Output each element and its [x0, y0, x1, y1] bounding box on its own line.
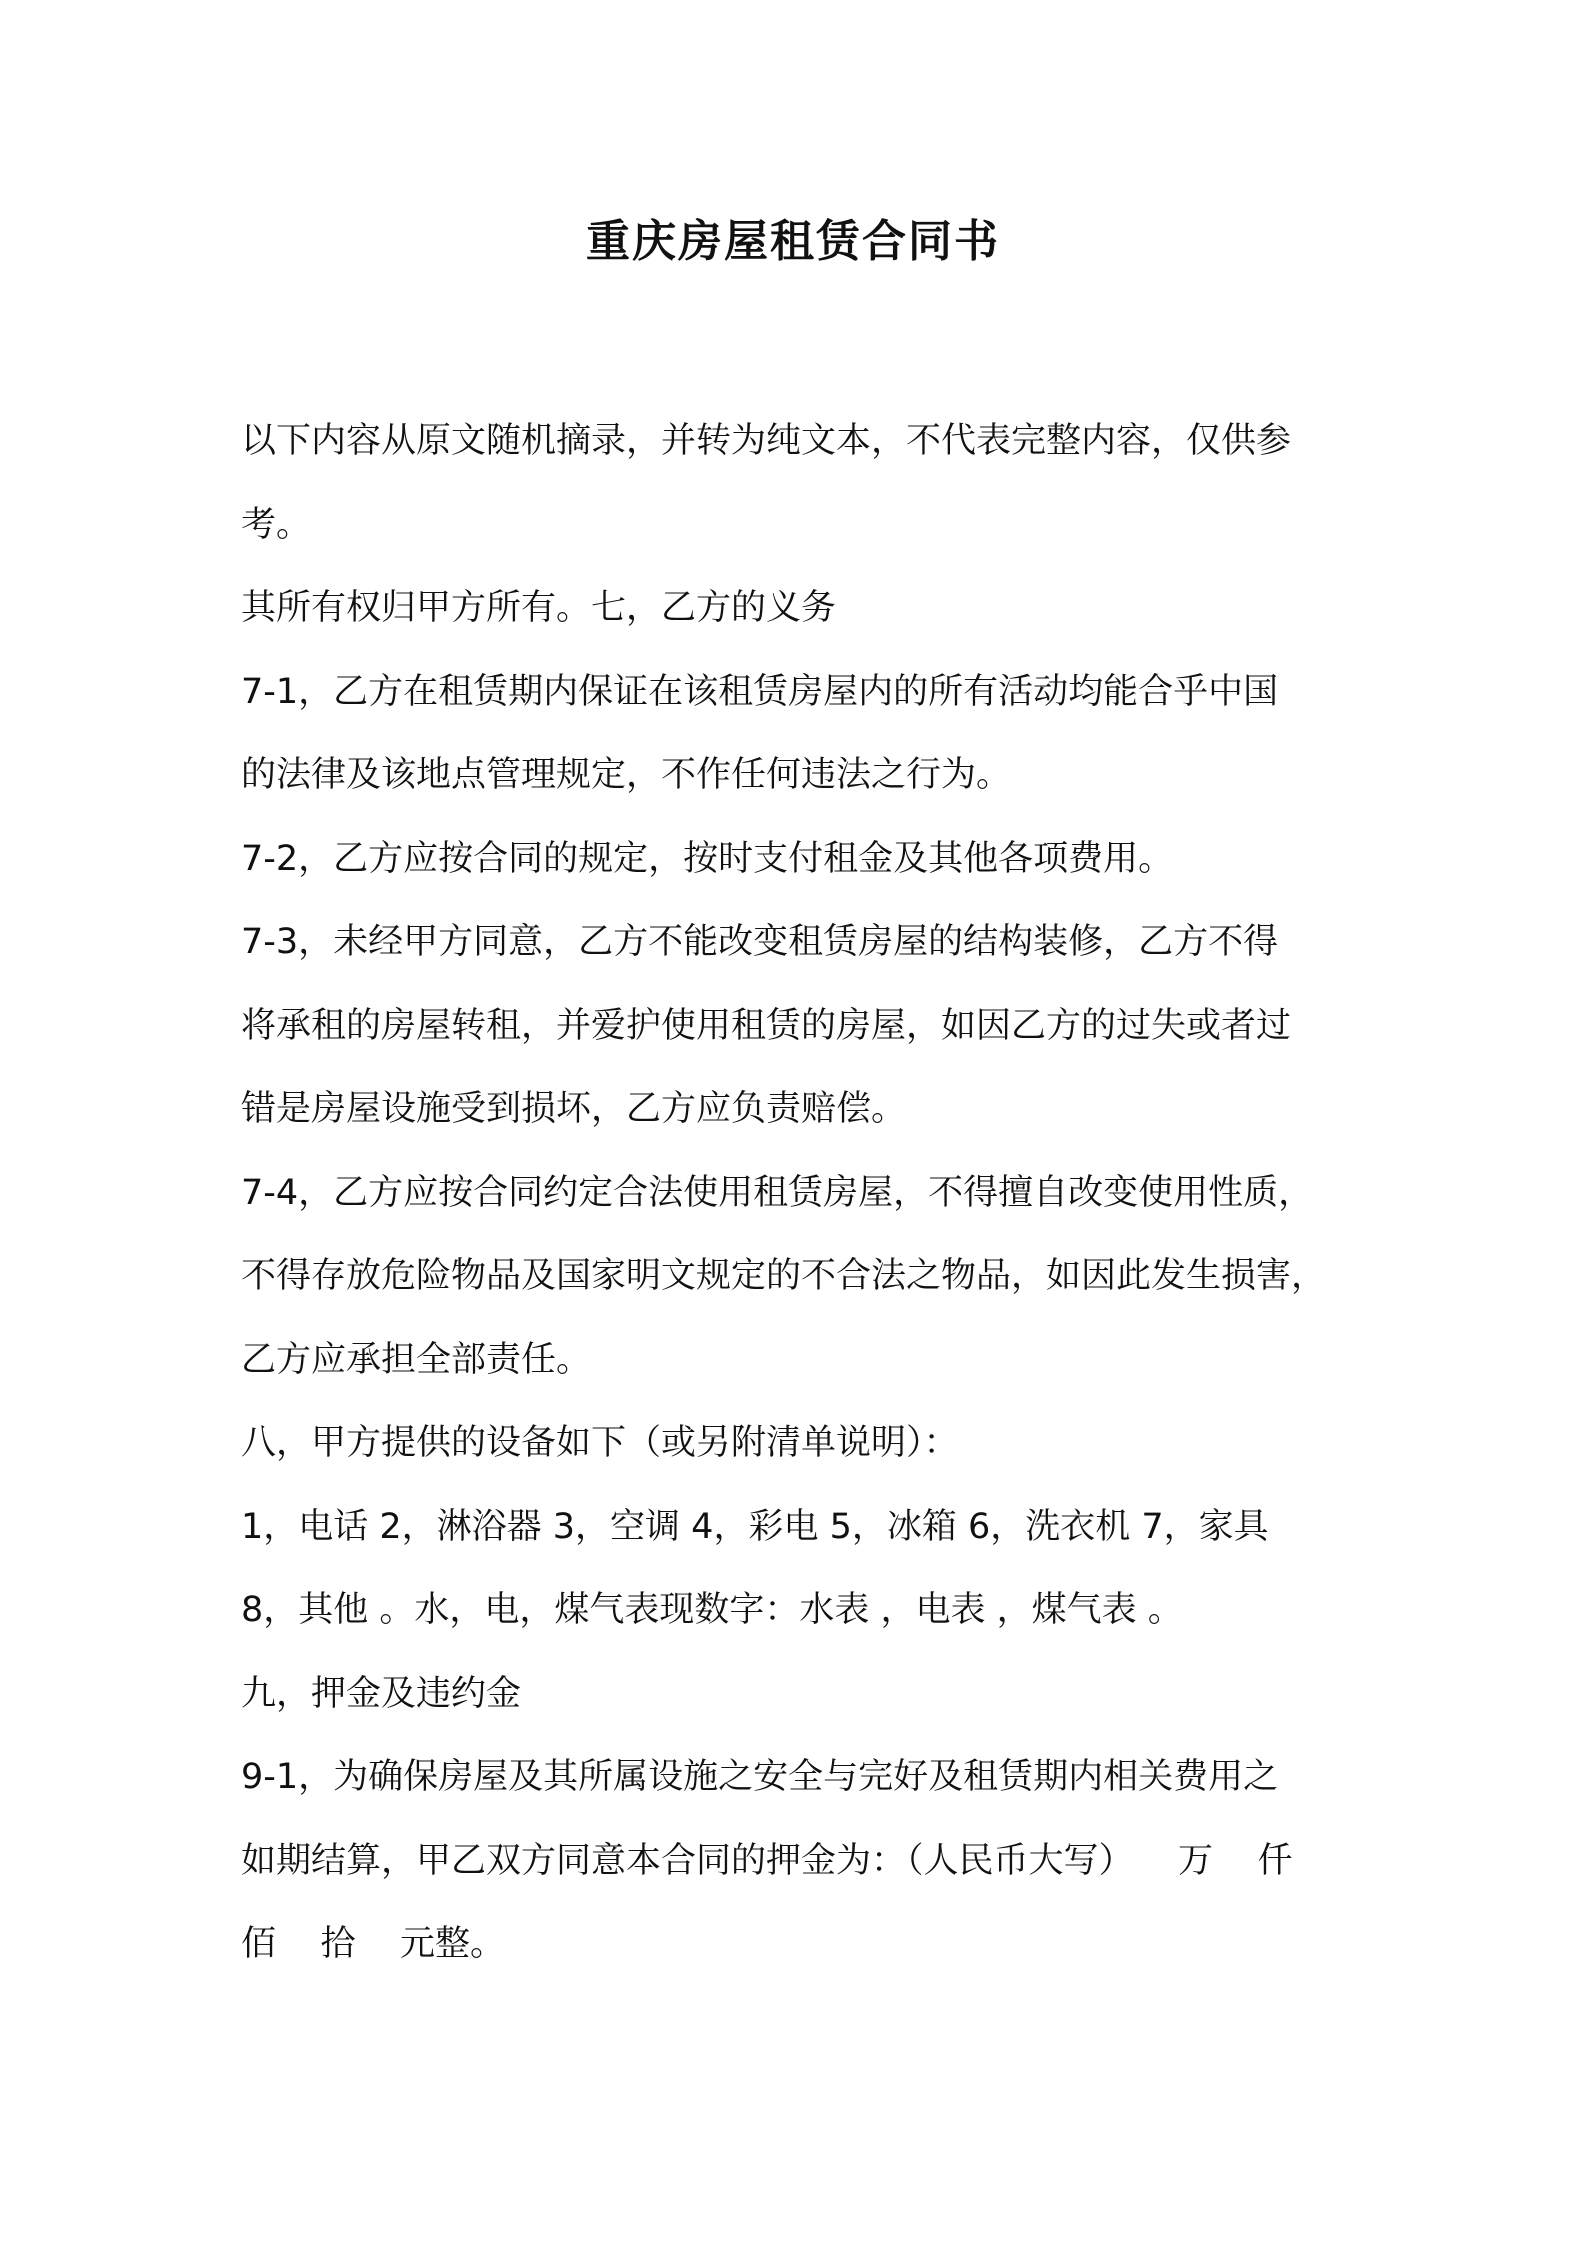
- paragraph-line: 其所有权归甲方所有。七，乙方的义务: [241, 588, 837, 628]
- document-title: 重庆房屋租赁合同书: [586, 216, 1000, 267]
- paragraph-line: 的法律及该地点管理规定，不作任何违法之行为。: [241, 755, 1012, 795]
- paragraph-line: 以下内容从原文随机摘录，并转为纯文本，不代表完整内容，仅供参: [241, 421, 1292, 461]
- paragraph-line: 7-3，未经甲方同意，乙方不能改变租赁房屋的结构装修，乙方不得: [241, 922, 1279, 962]
- paragraph-line: 7-1，乙方在租赁期内保证在该租赁房屋内的所有活动均能合乎中国: [241, 671, 1279, 712]
- paragraph-line: 佰 拾 元整。: [241, 1924, 506, 1964]
- paragraph-line: 错是房屋设施受到损坏，乙方应负责赔偿。: [241, 1089, 907, 1129]
- paragraph-line: 八，甲方提供的设备如下（或另附清单说明）：: [241, 1423, 959, 1463]
- paragraph-line: 乙方应承担全部责任。: [241, 1339, 592, 1380]
- paragraph-line: 9-1，为确保房屋及其所属设施之安全与完好及租赁期内相关费用之: [241, 1757, 1279, 1797]
- paragraph-line: 九，押金及违约金: [241, 1673, 522, 1714]
- paragraph-line: 1，电话 2，淋浴器 3，空调 4，彩电 5，冰箱 6，洗衣机 7，家具: [241, 1506, 1269, 1547]
- paragraph-line: 7-4，乙方应按合同约定合法使用租赁房屋，不得擅自改变使用性质，: [241, 1172, 1314, 1213]
- paragraph-line: 考。: [241, 504, 312, 545]
- paragraph-line: 将承租的房屋转租，并爱护使用租赁的房屋，如因乙方的过失或者过: [241, 1005, 1292, 1046]
- paragraph-line: 不得存放危险物品及国家明文规定的不合法之物品，如因此发生损害，: [241, 1256, 1327, 1296]
- document-body: [241, 400, 1365, 1987]
- paragraph-line: 如期结算，甲乙双方同意本合同的押金为：（人民币大写） 万 仟: [241, 1840, 1293, 1881]
- paragraph-line: 7-2，乙方应按合同的规定，按时支付租金及其他各项费用。: [241, 838, 1174, 879]
- paragraph-line: 8，其他 。水，电，煤气表现数字：水表 ，电表 ，煤气表 。: [241, 1590, 1183, 1630]
